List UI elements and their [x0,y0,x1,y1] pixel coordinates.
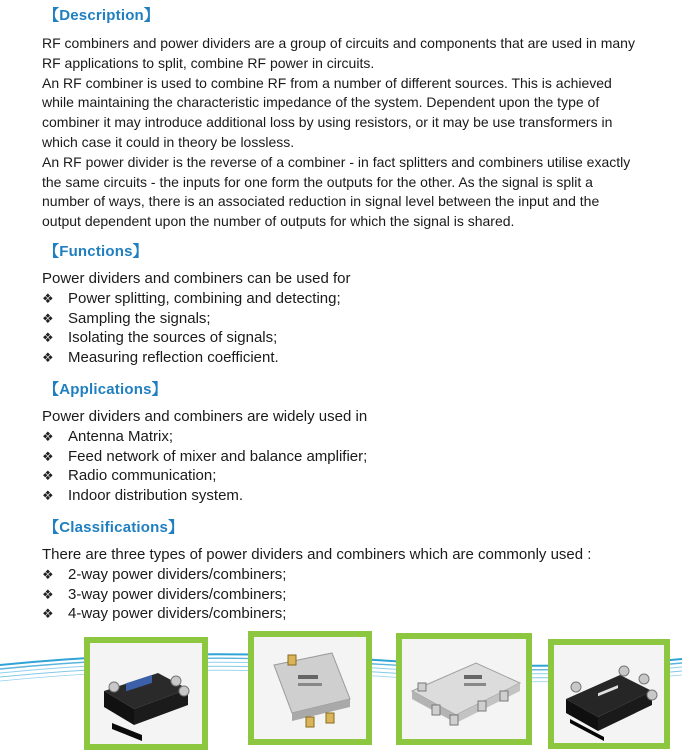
description-paragraph: An RF power divider is the reverse of a combiner - in fact splitters and combiners utilise exactly the same circuits - the inputs for one form the outputs for the other. As the signal is split a number of ways, there is an associated reduction in signal level between the input and the output dependent upon the number of outputs for which the signal is shared. [42,153,631,230]
functions-list [42,289,341,367]
list-item: ❖ Radio communication; [42,467,217,484]
list-item: ❖ Measuring reflection coefficient. [42,348,279,366]
silver-2way-divider-photo [254,637,366,739]
diamond-bullet-icon: ❖ [42,349,54,365]
description-paragraph: An RF combiner is used to combine RF from a number of different sources. This is achieved while maintaining the characteristic impedance of the system. Dependent upon the type of combiner it may introduce additional loss by using resistors, or it may be use transformers in which case it could in theory be lossless. [42,74,613,150]
list-item: ❖ 3-way power dividers/combiners; [42,585,287,603]
list-item: ❖ Sampling the signals; [42,309,211,327]
diamond-bullet-icon: ❖ [42,468,54,483]
diamond-bullet-icon: ❖ [42,429,54,444]
diamond-bullet-icon: ❖ [42,586,54,602]
applications-heading: 【Applications】 [44,381,167,398]
applications-intro: Power dividers and combiners are widely used in [42,408,368,425]
list-item: ❖ Feed network of mixer and balance amplifier; [42,447,368,465]
product-photo-frame [396,633,532,745]
diamond-bullet-icon: ❖ [42,567,54,582]
classifications-list [42,565,286,624]
functions-heading: 【Functions】 [44,243,148,260]
silver-4way-divider-photo [402,639,526,739]
list-item: ❖ Indoor distribution system. [42,486,244,504]
diamond-bullet-icon: ❖ [42,291,54,306]
product-gallery [0,625,682,750]
diamond-bullet-icon: ❖ [42,487,54,503]
diamond-bullet-icon: ❖ [42,606,54,621]
list-item: ❖ 2-way power dividers/combiners; [42,566,287,583]
black-3way-divider-photo [554,645,664,743]
black-2way-divider-photo [90,643,202,744]
list-item: ❖ 4-way power dividers/combiners; [42,605,287,622]
product-photo-frame [84,637,208,750]
diamond-bullet-icon: ❖ [42,310,54,326]
classifications-intro: There are three types of power dividers and combiners which are commonly used : [42,546,592,563]
description-text [42,34,642,232]
product-photo-frame [548,639,670,749]
list-item: ❖ Isolating the sources of signals; [42,329,278,346]
diamond-bullet-icon: ❖ [42,330,54,345]
list-item: ❖ Power splitting, combining and detecting; [42,290,341,307]
functions-intro: Power dividers and combiners can be used for [42,270,351,287]
applications-list [42,427,367,505]
list-item: ❖ Antenna Matrix; [42,428,174,445]
description-heading: 【Description】 [44,7,160,24]
description-paragraph: RF combiners and power dividers are a group of circuits and components that are used in many RF applications to split, combine RF power in circuits. [42,35,635,71]
classifications-heading: 【Classifications】 [44,519,184,536]
product-photo-frame [248,631,372,745]
diamond-bullet-icon: ❖ [42,448,54,464]
